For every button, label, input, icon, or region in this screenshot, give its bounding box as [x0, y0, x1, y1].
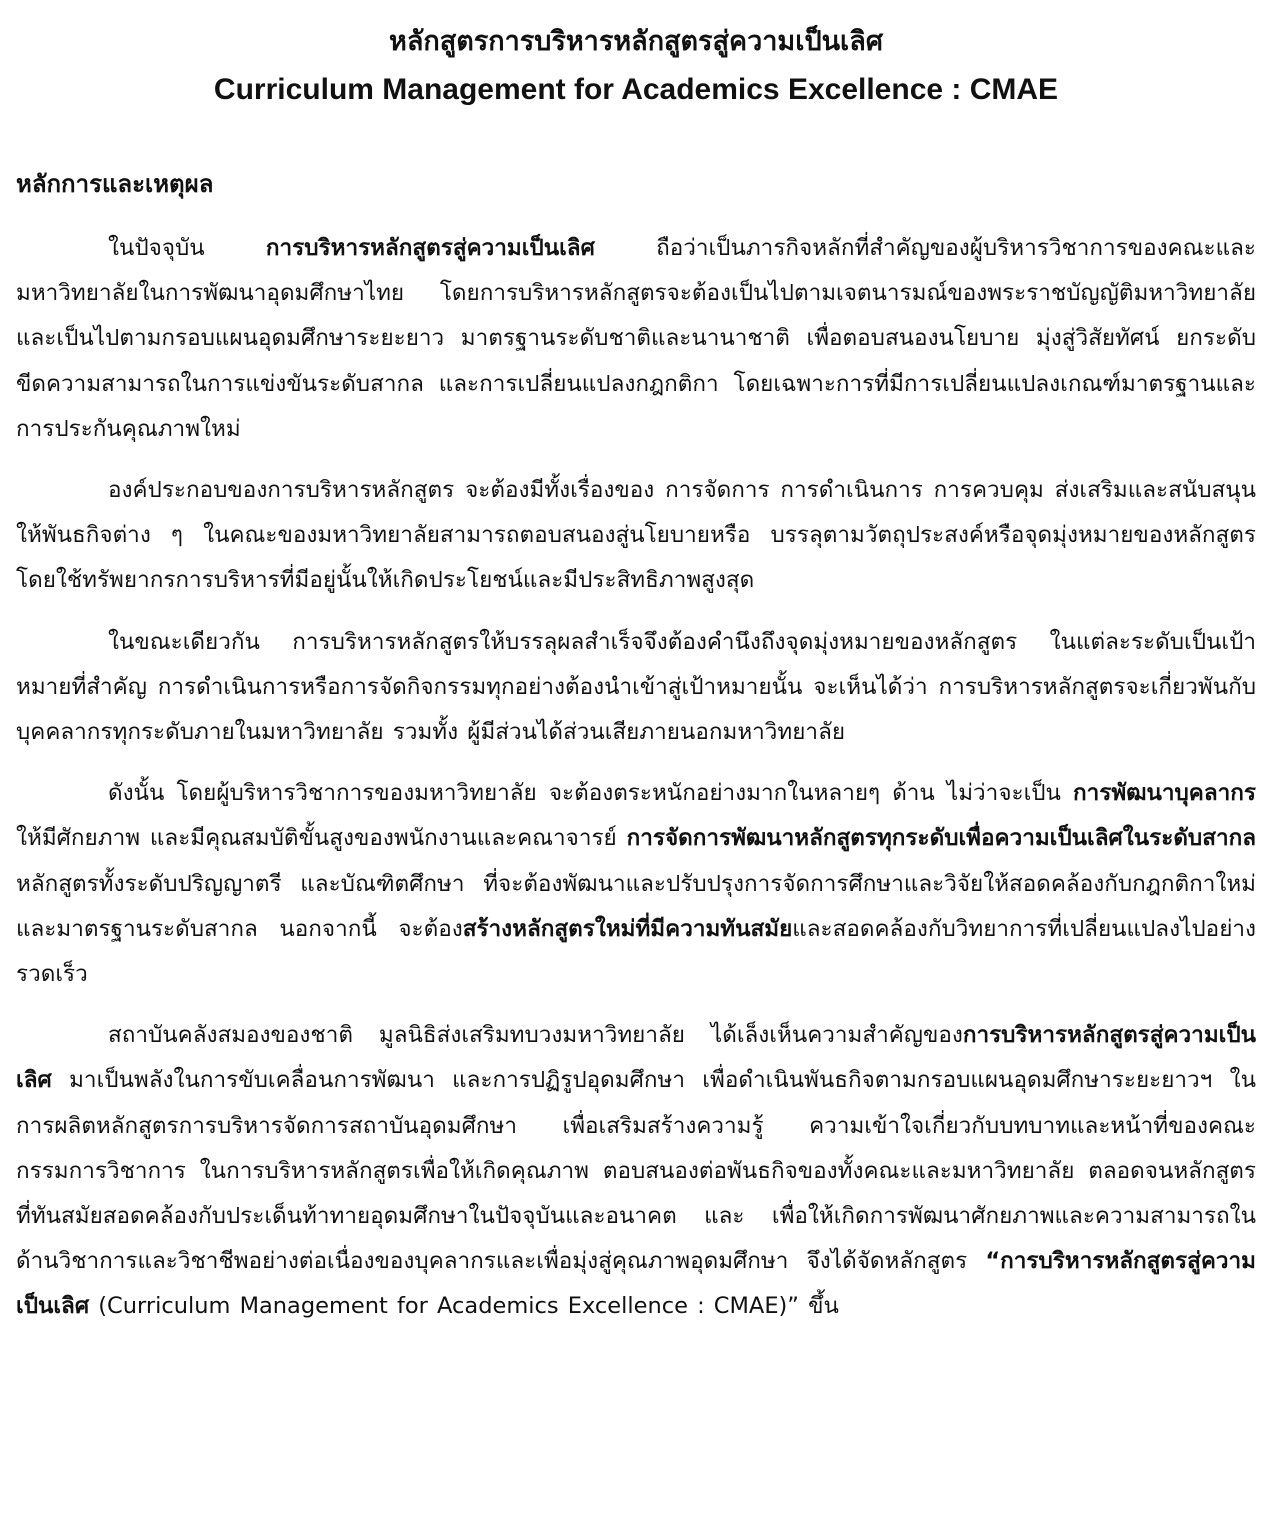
paragraph-5: [16, 1013, 1256, 1329]
section-heading-rationale: หลักการและเหตุผล: [16, 170, 214, 198]
document-title-english: Curriculum Management for Academics Excellence : CMAE: [213, 73, 1059, 106]
p4-bold-curriculum-dev: การจัดการพัฒนาหลักสูตรทุกระดับเพื่อความเป็นเลิศในระดับสากล: [626, 825, 1256, 852]
paragraph-1: [16, 226, 1256, 452]
paragraph-3: [16, 620, 1256, 756]
p3-text: ในขณะเดียวกัน การบริหารหลักสูตรให้บรรลุผลสำเร็จจึงต้องคำนึงถึงจุดมุ่งหมายของหลักสูตร ในแต่ละระดับเป็นเป้าหมายที่สำคัญ การดำเนินการหรือการจัดกิจกรรมทุกอย่างต้องนำเข้าสู่เป้าหมายนั้น จะเห็นได้ว่า การบริหารหลักสูตรจะเกี่ยวพันกับบุคคลากรทุกระดับภายในมหาวิทยาลัย รวมทั้ง ผู้มีส่วนได้ส่วนเสียภายนอกมหาวิทยาลัย: [16, 628, 1256, 746]
p5-text-c: มาเป็นพลังในการขับเคลื่อนการพัฒนา และการปฏิรูปอุดมศึกษา เพื่อดำเนินพันธกิจตามกรอบแผนอุดมศึกษาระยะยาวฯ ในการผลิตหลักสูตรการบริหารจัดการสถาบันอุดมศึกษา เพื่อเสริมสร้างความรู้ ความเข้าใจเกี่ยวกับบทบาทและหน้าที่ของคณะกรรมการวิชาการ ในการบริหารหลักสูตรเพื่อให้เกิดคุณภาพ ตอบสนองต่อพันธกิจของทั้งคณะและมหาวิทยาลัย ตลอดจนหลักสูตรที่ทันสมัยสอดคล้องกับประเด็นท้าทายอุดมศึกษาในปัจจุบันและอนาคต และ เพื่อให้เกิดการพัฒนาศักยภาพและความสามารถในด้านวิชาการและวิชาชีพอย่างต่อเนื่องของบุคลากรและเพื่อมุ่งสู่คุณภาพอุดมศึกษา จึงได้จัดหลักสูตร: [16, 1067, 1256, 1275]
document-page: [16, 22, 1256, 1346]
p4-text-c: ให้มีศักยภาพ และมีคุณสมบัติขั้นสูงของพนักงานและคณาจารย์: [16, 825, 627, 852]
p4-text-a: ดังนั้น โดยผู้บริหารวิชาการของมหาวิทยาลัย จะต้องตระหนักอย่างมากในหลายๆ ด้าน ไม่ว่าจะเป็น: [108, 780, 1074, 807]
p1-text-c: ถือว่าเป็นภารกิจหลักที่สำคัญของผู้บริหารวิชาการของคณะและมหาวิทยาลัยในการพัฒนาอุดมศึกษาไทย โดยการบริหารหลักสูตรจะต้องเป็นไปตามเจตนารมณ์ของพระราชบัญญัติมหาวิทยาลัย และเป็นไปตามกรอบแผนอุดมศึกษาระยะยาว มาตรฐานระดับชาติและนานาชาติ เพื่อตอบสนองนโยบาย มุ่งสู่วิสัยทัศน์ ยกระดับขีดความสามารถในการแข่งขันระดับสากล และการเปลี่ยนแปลงกฎกติกา โดยเฉพาะการที่มีการเปลี่ยนแปลงเกณฑ์มาตรฐานและการประกันคุณภาพใหม่: [16, 235, 1256, 442]
p1-bold-term: การบริหารหลักสูตรสู่ความเป็นเลิศ: [265, 235, 595, 261]
p5-text-e: (Curriculum Management for Academics Excellence : CMAE)” ขึ้น: [89, 1293, 839, 1320]
paragraph-2: [16, 468, 1256, 604]
p4-text-e: หลักสูตรทั้งระดับปริญญาตรี และบัณฑิตศึกษา ที่จะต้องพัฒนาและปรับปรุงการจัดการศึกษาและวิจัยให้สอดคล้องกับกฎกติกาใหม่และมาตรฐานระดับสากล นอกจากนี้ จะต้อง: [16, 870, 1256, 942]
p5-bold-term: การบริหารหลักสูตรสู่ความเป็นเลิศ: [16, 1022, 1256, 1094]
p4-bold-new-curriculum: สร้างหลักสูตรใหม่ที่มีความทันสมัย: [462, 915, 793, 942]
p5-bold-course-name: “การบริหารหลักสูตรสู่ความเป็นเลิศ: [16, 1248, 1256, 1320]
p1-text-a: ในปัจจุบัน: [108, 235, 266, 261]
p4-text-g: และสอดคล้องกับวิทยาการที่เปลี่ยนแปลงไปอย่างรวดเร็ว: [16, 915, 1256, 988]
p5-text-a: สถาบันคลังสมองของชาติ มูลนิธิส่งเสริมทบวงมหาวิทยาลัย ได้เล็งเห็นความสำคัญของ: [108, 1022, 963, 1049]
p4-bold-personnel: การพัฒนาบุคลากร: [1073, 780, 1256, 807]
document-title-thai: หลักสูตรการบริหารหลักสูตรสู่ความเป็นเลิศ: [389, 26, 883, 57]
p2-text: องค์ประกอบของการบริหารหลักสูตร จะต้องมีทั้งเรื่องของ การจัดการ การดำเนินการ การควบคุม ส่งเสริมและสนับสนุนให้พันธกิจต่าง ๆ ในคณะของมหาวิทยาลัยสามารถตอบสนองสู่นโยบายหรือ บรรลุตามวัตถุประสงค์หรือจุดมุ่งหมายของหลักสูตรโดยใช้ทรัพยากรการบริหารที่มีอยู่นั้นให้เกิดประโยชน์และมีประสิทธิภาพสูงสุด: [16, 477, 1256, 594]
paragraph-4: [16, 771, 1256, 997]
